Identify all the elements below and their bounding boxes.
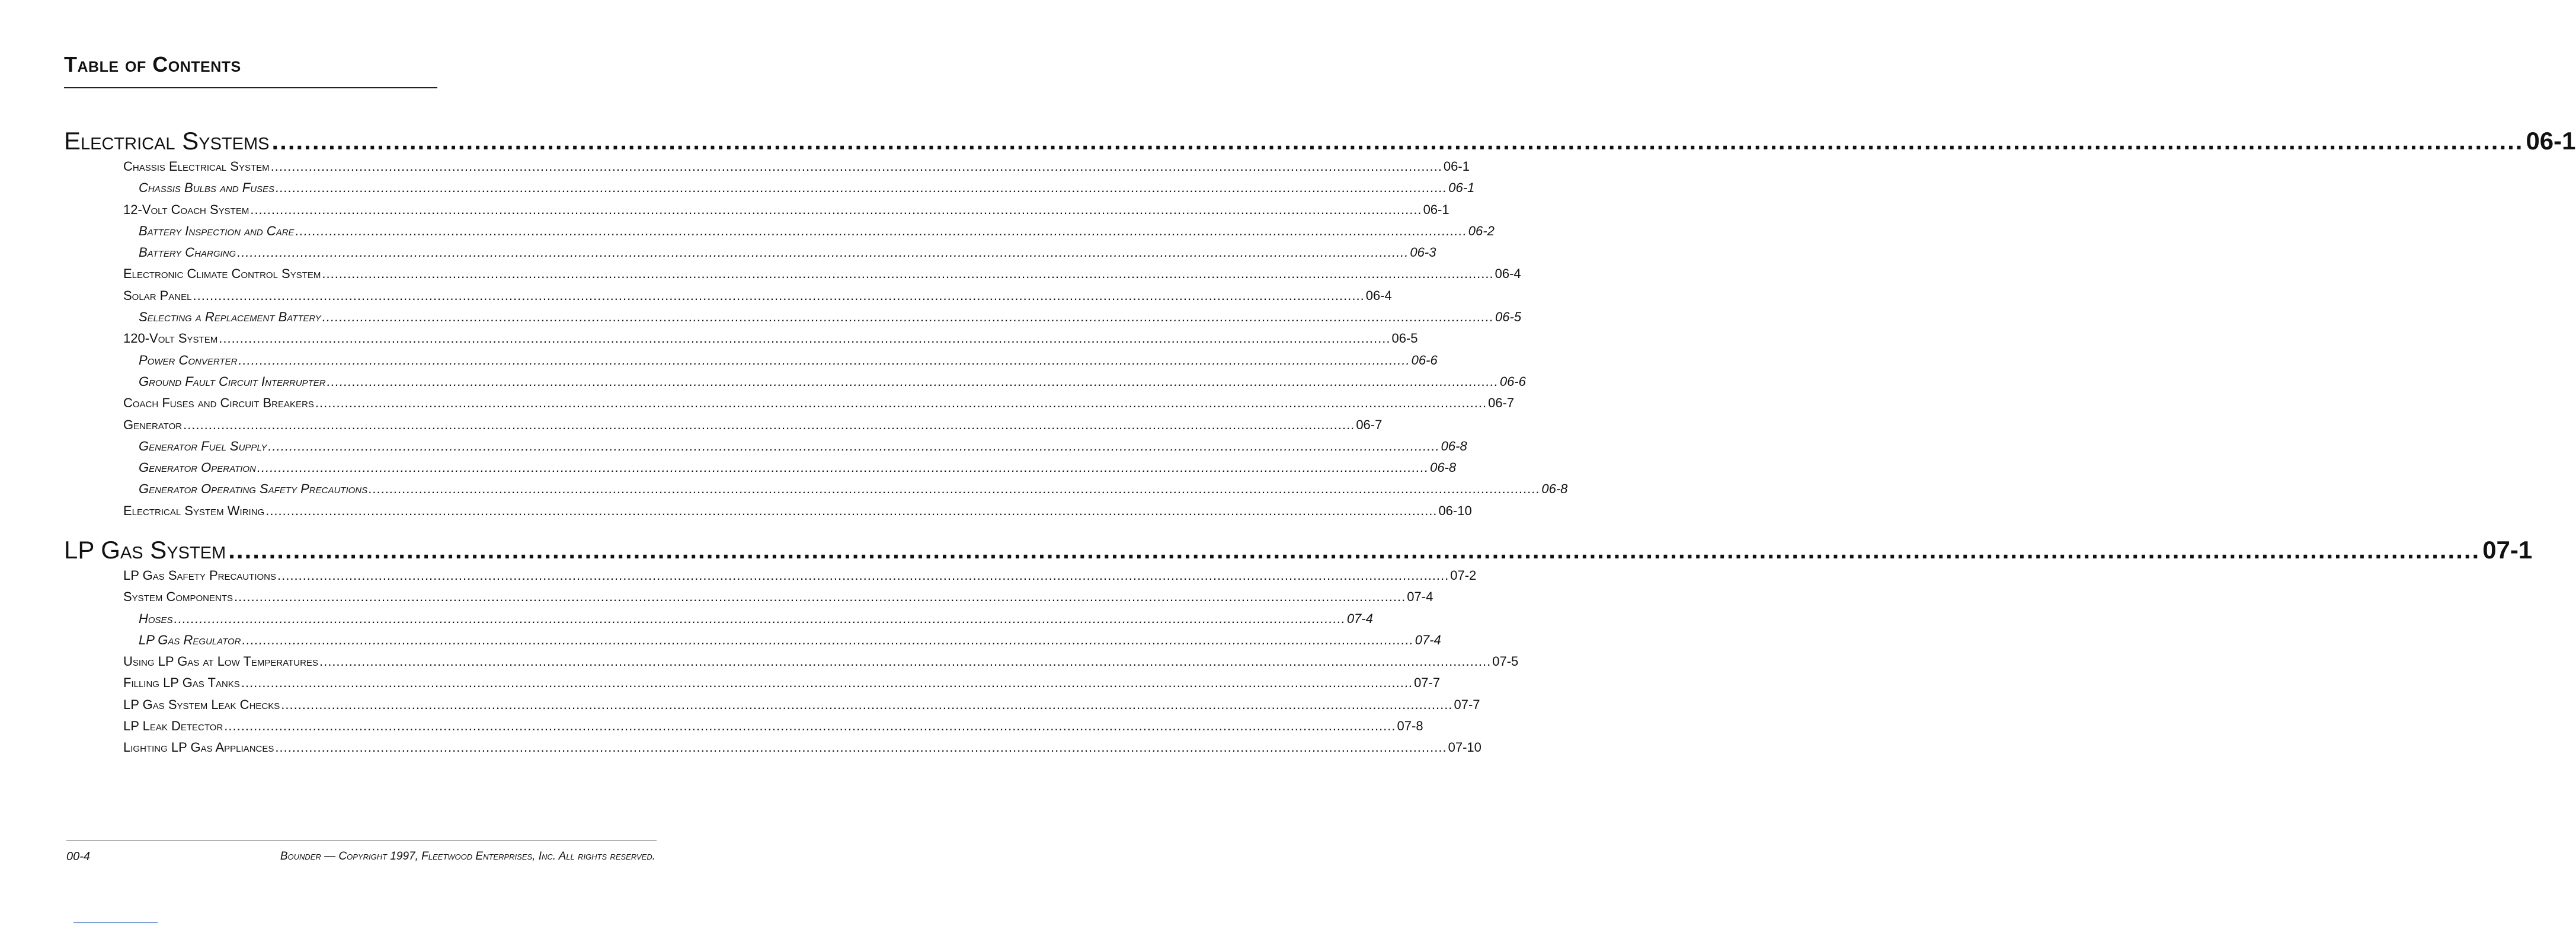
- toc-entry-page-number: 06-8: [1541, 481, 1568, 497]
- toc-entry[interactable]: [139, 438, 1467, 460]
- toc-entry-page-number: 06-4: [1495, 266, 1521, 282]
- toc-entry-page-number: 06-6: [1411, 352, 1438, 368]
- toc-entry-page-number: 06-5: [1391, 331, 1418, 346]
- toc-entry-label: Coach Fuses and Circuit Breakers: [123, 395, 314, 411]
- toc-entry-label: Hoses: [139, 611, 173, 626]
- toc-entry-label: Chassis Electrical System: [123, 159, 270, 174]
- dot-leader: ......................................................................................................................................................................................................................................................................................: [369, 481, 1541, 497]
- toc-entry-page-number: 06-6: [1499, 373, 1526, 389]
- dot-leader: ......................................................................................................................................................................................................................................................................................: [327, 373, 1499, 389]
- dot-leader: ......................................................................................................................................................................................................................................................................................: [237, 245, 1409, 260]
- section-heading[interactable]: [64, 536, 2533, 568]
- toc-entry-page-number: 07-5: [1492, 654, 1519, 669]
- toc-entry-label: Battery Charging: [139, 245, 236, 260]
- toc-entry[interactable]: [139, 180, 1475, 202]
- toc-entry-label: Generator: [123, 417, 183, 432]
- toc-entry-page-number: 06-1: [1423, 202, 1449, 217]
- toc-entry[interactable]: [139, 373, 1526, 395]
- dot-leader: ......................................................................................................................................................................................................................................................................................: [219, 331, 1391, 346]
- toc-entry-label: 120-Volt System: [123, 331, 218, 346]
- toc-section-electrical: [64, 127, 2576, 525]
- toc-entry-label: LP Gas System Leak Checks: [123, 697, 280, 712]
- footer-copyright: Bounder — Copyright 1997, Fleetwood Enterprises, Inc. All rights reserved.: [280, 850, 655, 863]
- toc-entry-label: Electronic Climate Control System: [123, 266, 321, 282]
- toc-entry[interactable]: [123, 395, 1515, 417]
- dot-leader: ......................................................................................................................................................................................................................................................................................: [319, 654, 1492, 669]
- toc-entry-page-number: 06-1: [1448, 180, 1475, 196]
- dot-leader: ......................................................................................................................................................................................................................................................................................: [257, 460, 1429, 475]
- toc-entry-page-number: 07-7: [1454, 697, 1480, 712]
- section-page-number: 06-1: [2526, 127, 2576, 155]
- toc-entry-label: Solar Panel: [123, 288, 192, 303]
- toc-entry-page-number: 07-4: [1415, 632, 1441, 647]
- toc-entry[interactable]: [139, 460, 1457, 481]
- toc-entry-page-number: 07-4: [1346, 611, 1373, 626]
- dot-leader: ......................................................................................................................................................................................................................................................................................: [271, 127, 2524, 155]
- toc-entry[interactable]: [123, 288, 1392, 309]
- dot-leader: ......................................................................................................................................................................................................................................................................................: [193, 288, 1365, 303]
- toc-entry-label: LP Gas Safety Precautions: [123, 568, 277, 583]
- dot-leader: ......................................................................................................................................................................................................................................................................................: [276, 180, 1448, 196]
- toc-entry[interactable]: [123, 331, 1418, 352]
- section-title: Electrical Systems: [64, 127, 270, 155]
- toc-entry[interactable]: [123, 675, 1441, 697]
- toc-entry[interactable]: [139, 223, 1495, 245]
- dot-leader: ......................................................................................................................................................................................................................................................................................: [322, 309, 1495, 325]
- dot-leader: ......................................................................................................................................................................................................................................................................................: [281, 697, 1453, 712]
- section-title: LP Gas System: [64, 536, 226, 564]
- dot-leader: ......................................................................................................................................................................................................................................................................................: [224, 718, 1396, 734]
- toc-entry[interactable]: [123, 740, 1481, 761]
- toc-entry-page-number: 07-7: [1414, 675, 1441, 691]
- toc-entry[interactable]: [123, 589, 1433, 611]
- toc-entry-label: Using LP Gas at Low Temperatures: [123, 654, 318, 669]
- dot-leader: ......................................................................................................................................................................................................................................................................................: [228, 536, 2481, 564]
- toc-entry-page-number: 07-4: [1407, 589, 1433, 605]
- section-page-number: 07-1: [2482, 536, 2533, 564]
- title-divider: [64, 87, 437, 88]
- dot-leader: ......................................................................................................................................................................................................................................................................................: [315, 395, 1487, 411]
- toc-entry-label: LP Leak Detector: [123, 718, 223, 734]
- toc-entry-page-number: 07-8: [1397, 718, 1423, 734]
- dot-leader: ......................................................................................................................................................................................................................................................................................: [174, 611, 1346, 626]
- toc-entry-label: LP Gas Regulator: [139, 632, 241, 647]
- toc-entry[interactable]: [123, 417, 1383, 439]
- dot-leader: ......................................................................................................................................................................................................................................................................................: [265, 503, 1438, 518]
- toc-entry-page-number: 07-10: [1448, 740, 1481, 755]
- dot-leader: ......................................................................................................................................................................................................................................................................................: [277, 568, 1449, 583]
- toc-entry[interactable]: [123, 568, 1477, 589]
- toc-entry-page-number: 06-7: [1488, 395, 1515, 411]
- toc-entry[interactable]: [123, 718, 1423, 740]
- toc-entry-label: Selecting a Replacement Battery: [139, 309, 321, 325]
- toc-entry-label: Generator Fuel Supply: [139, 438, 267, 453]
- dot-leader: ......................................................................................................................................................................................................................................................................................: [234, 589, 1406, 605]
- toc-section-lp-gas: [64, 536, 2533, 762]
- toc-entry[interactable]: [123, 697, 1480, 718]
- toc-entry[interactable]: [123, 202, 1449, 223]
- toc-entry-label: Filling LP Gas Tanks: [123, 675, 240, 691]
- dot-leader: ......................................................................................................................................................................................................................................................................................: [238, 352, 1410, 368]
- footer-page-number: 00-4: [66, 850, 91, 863]
- toc-entry[interactable]: [123, 159, 1470, 180]
- dot-leader: ......................................................................................................................................................................................................................................................................................: [295, 223, 1467, 238]
- section-heading[interactable]: [64, 127, 2576, 159]
- toc-entry[interactable]: [123, 654, 1519, 675]
- toc-entry[interactable]: [139, 352, 1438, 374]
- toc-entry-label: Generator Operation: [139, 460, 256, 475]
- toc-entry-label: Power Converter: [139, 352, 238, 368]
- toc-entry-page-number: 07-2: [1450, 568, 1477, 583]
- bottom-underline-mark: [73, 922, 158, 923]
- toc-entry-page-number: 06-1: [1443, 159, 1470, 174]
- toc-entry-label: Battery Inspection and Care: [139, 223, 295, 238]
- dot-leader: ......................................................................................................................................................................................................................................................................................: [275, 740, 1447, 755]
- dot-leader: ......................................................................................................................................................................................................................................................................................: [241, 675, 1413, 691]
- dot-leader: ......................................................................................................................................................................................................................................................................................: [270, 159, 1442, 174]
- toc-entry-page-number: 06-5: [1495, 309, 1522, 325]
- toc-entry-label: Ground Fault Circuit Interrupter: [139, 373, 326, 389]
- toc-entry-label: 12-Volt Coach System: [123, 202, 249, 217]
- toc-entry-label: Electrical System Wiring: [123, 503, 265, 518]
- toc-entry[interactable]: [139, 481, 1568, 503]
- toc-entry-page-number: 06-8: [1430, 460, 1457, 475]
- toc-entry[interactable]: [123, 266, 1521, 288]
- toc-entry[interactable]: [139, 309, 1522, 331]
- toc-entry[interactable]: [139, 245, 1436, 266]
- toc-entry-page-number: 06-10: [1438, 503, 1472, 518]
- dot-leader: ......................................................................................................................................................................................................................................................................................: [322, 266, 1494, 282]
- toc-entry-page-number: 06-2: [1468, 223, 1495, 238]
- toc-entry-page-number: 06-8: [1441, 438, 1467, 453]
- toc-entry-page-number: 06-7: [1356, 417, 1383, 432]
- page-title: Table of Contents: [64, 52, 241, 76]
- toc-entry-label: Lighting LP Gas Appliances: [123, 740, 274, 755]
- dot-leader: ......................................................................................................................................................................................................................................................................................: [268, 438, 1440, 453]
- dot-leader: ......................................................................................................................................................................................................................................................................................: [183, 417, 1355, 432]
- section-entries: [64, 159, 1568, 525]
- section-entries: [64, 568, 1519, 762]
- toc-entry-page-number: 06-3: [1410, 245, 1436, 260]
- toc-entry[interactable]: [139, 611, 1373, 633]
- dot-leader: ......................................................................................................................................................................................................................................................................................: [242, 632, 1414, 647]
- toc-entry-page-number: 06-4: [1365, 288, 1392, 303]
- dot-leader: ......................................................................................................................................................................................................................................................................................: [250, 202, 1422, 217]
- toc-entry[interactable]: [139, 632, 1441, 654]
- toc-entry-label: Chassis Bulbs and Fuses: [139, 180, 275, 196]
- toc-entry-label: Generator Operating Safety Precautions: [139, 481, 368, 497]
- toc-entry-label: System Components: [123, 589, 233, 605]
- toc-entry[interactable]: [123, 503, 1472, 525]
